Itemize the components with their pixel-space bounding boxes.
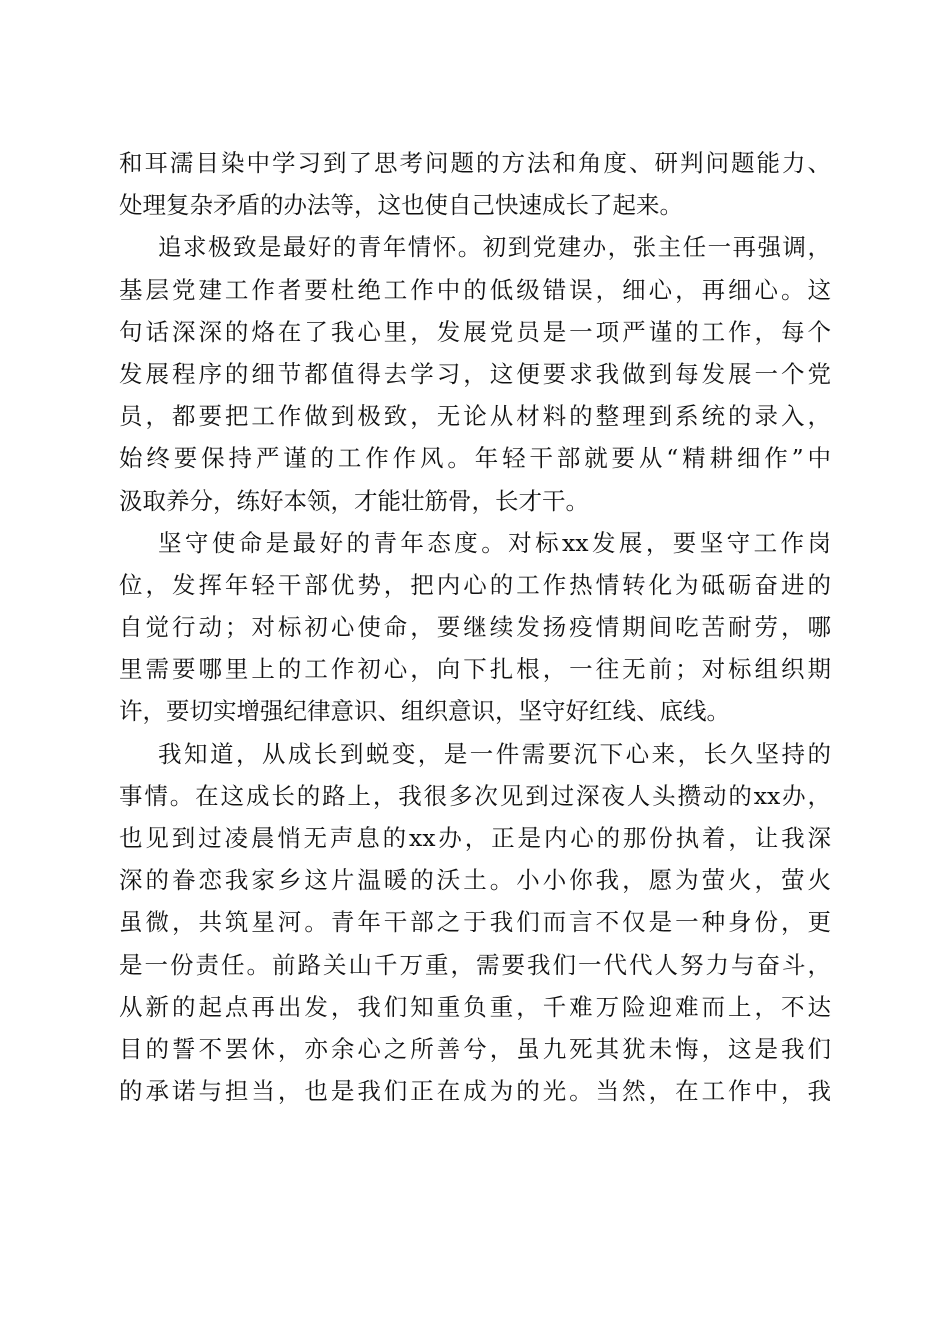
document-body — [119, 142, 831, 1112]
text-line: 自觉行动；对标初心使命，要继续发扬疫情期间吃苦耐劳，哪 — [119, 613, 831, 642]
text-line: 我知道，从成长到蜕变，是一件需要沉下心来，长久坚持的 — [158, 739, 831, 768]
text-line: 目的誓不罢休，亦余心之所善兮，虽九死其犹未悔，这是我们 — [119, 1034, 831, 1063]
text-line: 句话深深的烙在了我心里，发展党员是一项严谨的工作，每个 — [119, 317, 831, 346]
text-line: 和耳濡目染中学习到了思考问题的方法和角度、研判问题能力、 — [119, 149, 831, 177]
text-line: 是一份责任。前路关山千万重，需要我们一代代人努力与奋斗， — [119, 950, 831, 979]
text-line: 许，要切实增强纪律意识、组织意识，坚守好红线、底线。 — [119, 697, 730, 726]
paragraph-pursue-excellence — [119, 226, 831, 521]
text-line: 始终要保持严谨的工作作风。年轻干部就要从“精耕细作”中 — [119, 444, 831, 473]
text-line: 从新的起点再出发，我们知重负重，千难万险迎难而上，不达 — [119, 992, 831, 1021]
text-line: 追求极致是最好的青年情怀。初到党建办，张主任一再强调， — [158, 233, 831, 262]
text-line: 里需要哪里上的工作初心，向下扎根，一往无前；对标组织期 — [119, 655, 831, 684]
text-line: 处理复杂矛盾的办法等，这也使自己快速成长了起来。 — [119, 191, 683, 220]
text-line: 的承诺与担当，也是我们正在成为的光。当然，在工作中，我 — [119, 1077, 831, 1106]
text-line: 员，都要把工作做到极致，无论从材料的整理到系统的录入， — [119, 402, 831, 431]
text-line: 深的眷恋我家乡这片温暖的沃土。小小你我，愿为萤火，萤火 — [119, 866, 831, 895]
paragraph-continuation — [119, 142, 831, 226]
text-line: 发展程序的细节都值得去学习，这便要求我做到每发展一个党 — [119, 359, 831, 388]
text-line: 汲取养分，练好本领，才能壮筋骨，长才干。 — [119, 486, 589, 515]
text-line: 也见到过凌晨悄无声息的xx办，正是内心的那份执着，让我深 — [119, 824, 831, 852]
text-line: 虽微，共筑星河。青年干部之于我们而言不仅是一种身份，更 — [119, 908, 831, 937]
text-line: 位，发挥年轻干部优势，把内心的工作热情转化为砥砺奋进的 — [119, 570, 831, 599]
text-line: 基层党建工作者要杜绝工作中的低级错误，细心，再细心。这 — [119, 275, 831, 304]
text-line: 坚守使命是最好的青年态度。对标xx发展，要坚守工作岗 — [158, 528, 831, 557]
paragraph-mission — [119, 522, 831, 733]
paragraph-growth — [119, 733, 831, 1113]
text-line: 事情。在这成长的路上，我很多次见到过深夜人头攒动的xx办， — [119, 781, 831, 810]
